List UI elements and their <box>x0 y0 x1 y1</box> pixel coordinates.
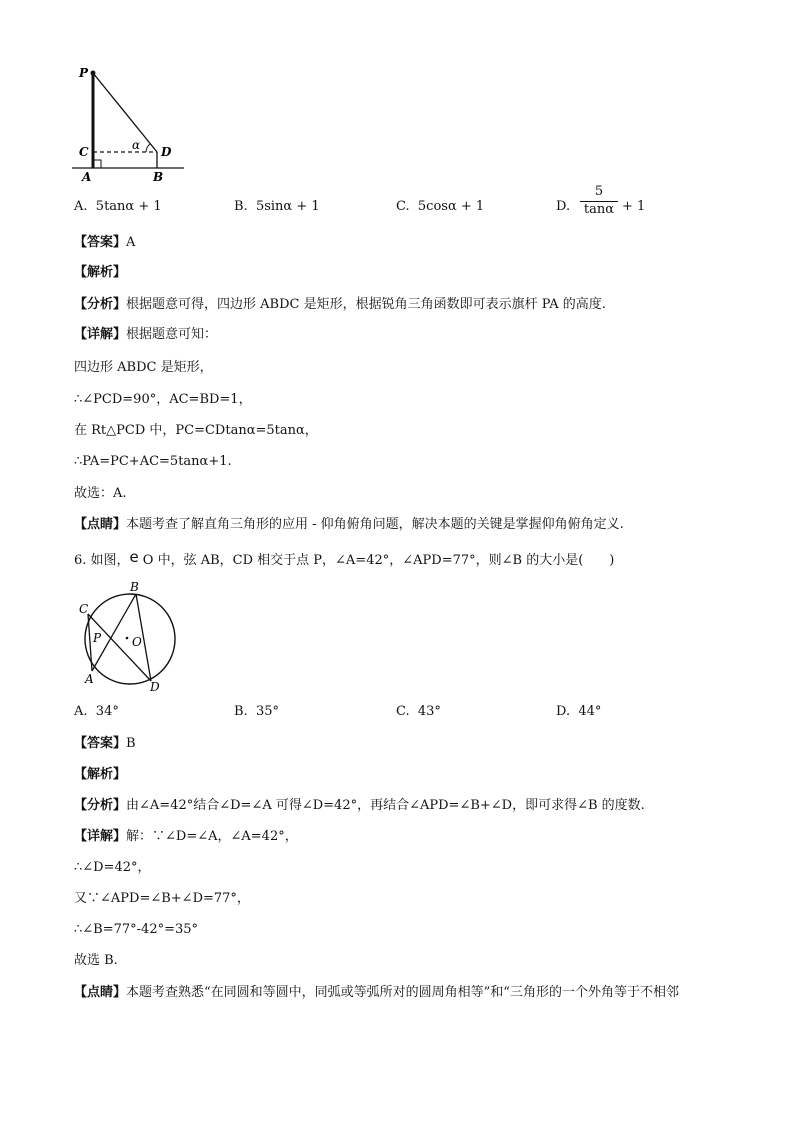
q5-option-c: C. 5cosα + 1 <box>396 199 485 214</box>
q5-step-1: 四边形 ABDC 是矩形， <box>74 360 213 375</box>
label-a: A <box>82 170 92 184</box>
center-dot <box>126 637 129 640</box>
q6-option-d: D. 44° <box>556 704 602 719</box>
flagpole-figure <box>66 62 196 186</box>
point-p <box>91 71 96 76</box>
q6-answer: 【答案】B <box>74 736 136 751</box>
q6-dianjing: 【点睛】本题考查熟悉“在同圆和等圆中，同弧或等弧所对的圆周角相等”和“三角形的一个外角等于不相邻 <box>74 985 679 1000</box>
label-d2: D <box>150 680 160 694</box>
q6-step-3: ∴∠B=77°-42°=35° <box>74 922 199 937</box>
circle-figure <box>76 580 186 694</box>
q5-xiangjie: 【详解】根据题意可知： <box>74 327 218 342</box>
fraction: 5 tanα <box>580 184 618 218</box>
q6-option-b: B. 35° <box>234 704 279 719</box>
q6-fenxi: 【分析】由∠A=42°结合∠D=∠A 可得∠D=42°，再结合∠APD=∠B+∠D，即可求得∠B 的度数. <box>74 798 645 813</box>
q5-option-b: B. 5sinα + 1 <box>234 199 320 214</box>
q6-step-2: 又∵∠APD=∠B+∠D=77°， <box>74 891 250 906</box>
q6-step-1: ∴∠D=42°， <box>74 860 151 875</box>
q6-xiangjie: 【详解】解：∵∠D=∠A，∠A=42°， <box>74 829 298 844</box>
q5-dianjing: 【点睛】本题考查了解直角三角形的应用 - 仰角俯角问题，解决本题的关键是掌握仰角俯角定义. <box>74 517 624 532</box>
label-c: C <box>79 145 89 159</box>
q5-step-2: ∴∠PCD=90°，AC=BD=1， <box>74 392 252 407</box>
label-b2: B <box>130 580 139 594</box>
q5-step-4: ∴PA=PC+AC=5tanα+1. <box>74 454 232 469</box>
q5-option-a: A. 5tanα + 1 <box>74 199 162 214</box>
angle-alpha-arc <box>146 144 150 152</box>
label-b: B <box>153 170 164 184</box>
q5-fenxi: 【分析】根据题意可得，四边形 ABDC 是矩形，根据锐角三角函数即可表示旗杆 PA 的高度. <box>74 297 606 312</box>
q6-choose: 故选 B. <box>74 953 118 968</box>
q5-answer: 【答案】A <box>74 235 136 250</box>
label-a2: A <box>85 672 94 686</box>
label-d: D <box>161 145 172 159</box>
segment-ac <box>88 614 92 671</box>
label-c2: C <box>79 602 89 616</box>
label-p: P <box>79 66 89 80</box>
circle-symbol: e <box>129 548 139 566</box>
q6-analysis-tag: 【解析】 <box>74 767 127 782</box>
label-p2: P <box>93 631 102 645</box>
label-o: O <box>132 635 142 649</box>
q5-analysis-tag: 【解析】 <box>74 265 127 280</box>
q5-choose: 故选：A. <box>74 486 127 501</box>
q6-stem: 6. 如图，e O 中，弦 AB，CD 相交于点 P，∠A=42°，∠APD=77°，则∠B 的大小是( ) <box>74 548 615 568</box>
q6-option-a: A. 34° <box>74 704 119 719</box>
q6-option-c: C. 43° <box>396 704 441 719</box>
label-alpha: α <box>132 138 141 152</box>
q5-step-3: 在 Rt△PCD 中，PC=CDtanα=5tanα， <box>74 423 318 438</box>
sight-line-pd <box>93 73 157 152</box>
